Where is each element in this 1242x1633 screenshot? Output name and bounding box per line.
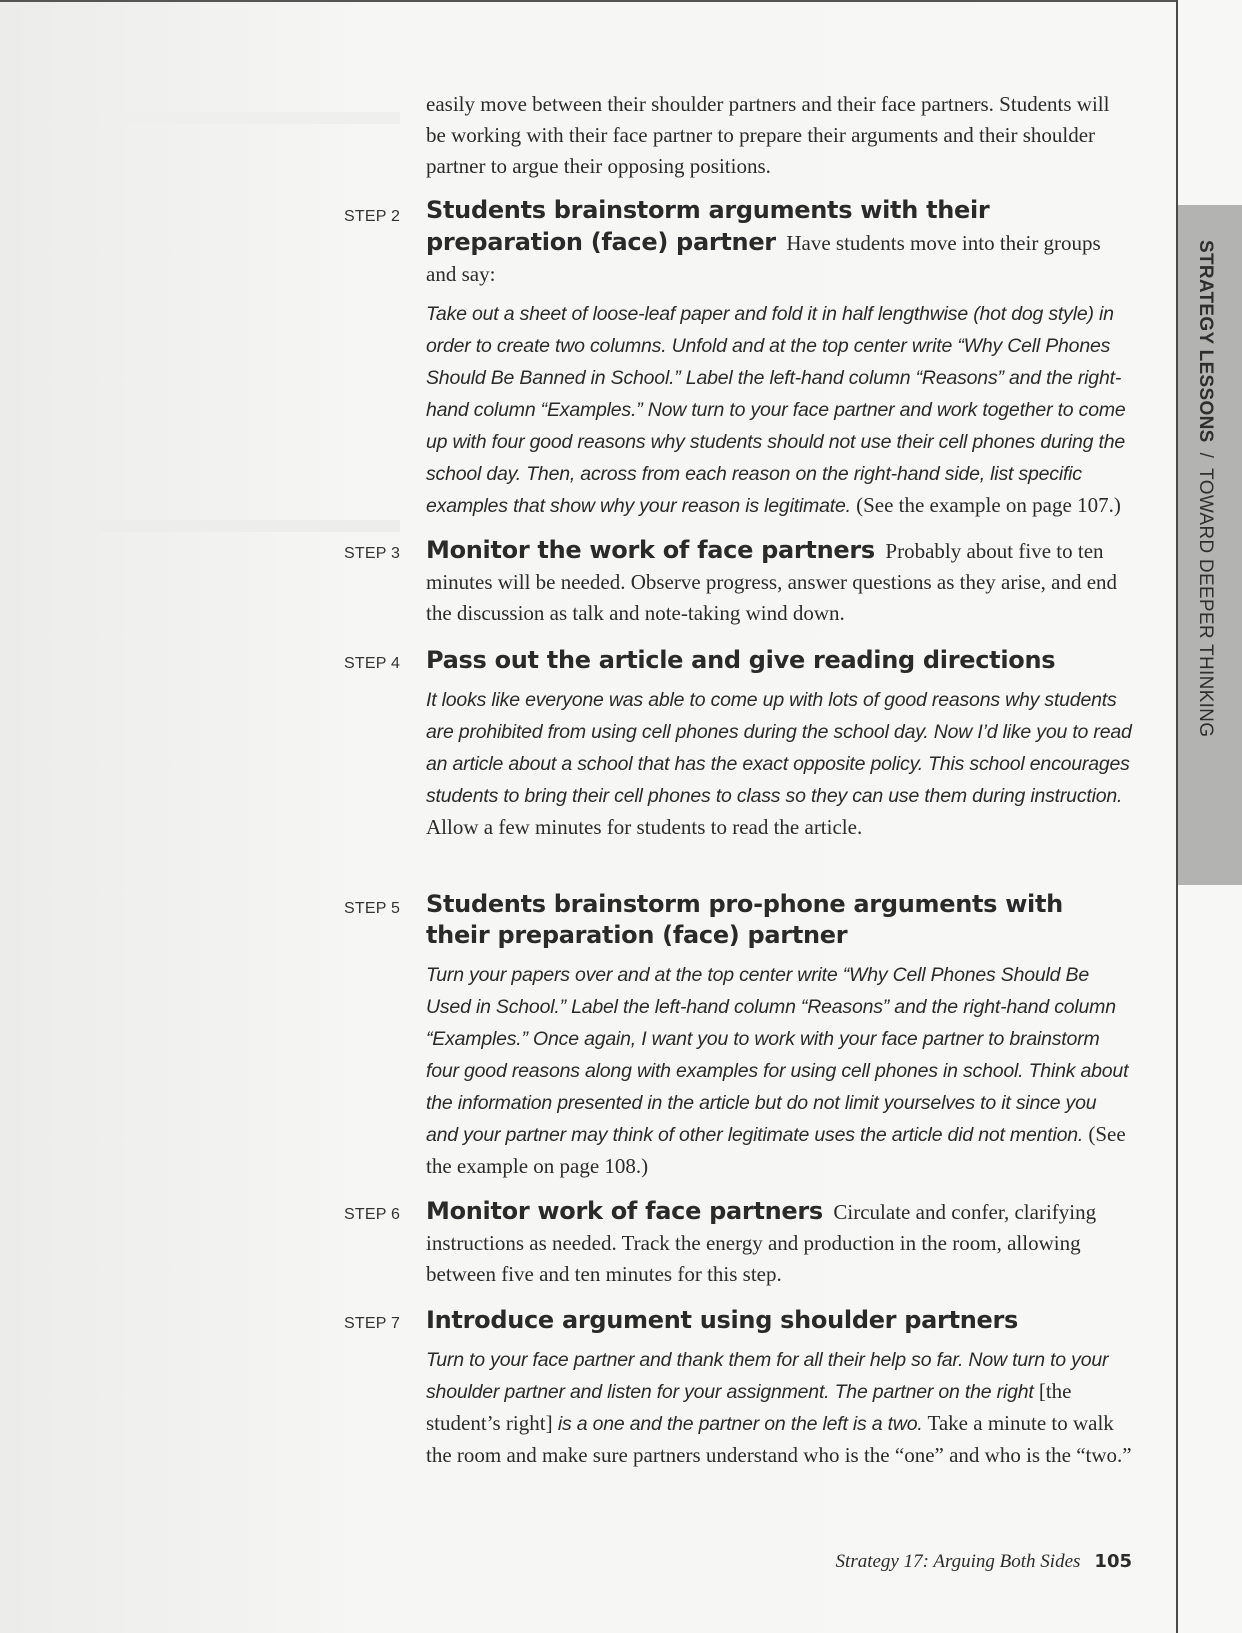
tab-section: STRATEGY LESSONS <box>1195 240 1216 443</box>
step-4 <box>426 645 1132 843</box>
step-label: STEP 3 <box>344 545 401 562</box>
step-inline-text: Circulate and confer, clarifying instructions as needed. Track the energy and production in the room, allowing between five and ten minutes for this step. <box>426 1200 1097 1286</box>
step-heading: Introduce argument using shoulder partners <box>426 1306 1019 1334</box>
step-7 <box>426 1305 1132 1471</box>
page-number: 105 <box>1094 1551 1132 1572</box>
tab-subsection: TOWARD DEEPER THINKING <box>1195 468 1216 738</box>
step-after-script: (See the example on page 107.) <box>856 493 1121 517</box>
step-after-script: Allow a few minutes for students to read the article. <box>426 815 863 839</box>
step-script-continued: is a one and the partner on the left is a two. <box>557 1413 923 1435</box>
step-script: Take out a sheet of loose-leaf paper and fold it in half lengthwise (hot dog style) in order to create two columns. Unfold and at the top center write “Why Cell Phones Should Be Banned in School.” Label the left-hand column “Reasons” and the right-hand column “Examples.” Now turn to your face partner and work together to come up with four good reasons why students should not use their cell phones during the school day. Then, across from each reason on the right-hand side, list specific examples that show why your reason is legitimate. <box>426 303 1126 517</box>
page-footer <box>700 1551 1132 1573</box>
step-after-script: (See the example on page 108.) <box>426 1122 1126 1178</box>
step-script-block <box>426 1344 1132 1471</box>
tab-separator: / <box>1195 452 1216 459</box>
step-after-script: Take a minute to walk the room and make sure partners understand who is the “one” and who is the “two.” <box>426 1411 1132 1467</box>
step-2 <box>426 195 1132 522</box>
show-through-shadow <box>100 112 400 124</box>
step-label: STEP 2 <box>344 208 401 225</box>
step-heading: Monitor work of face partners <box>426 1197 823 1225</box>
step-bracket-note: [the student’s right] <box>426 1379 1072 1435</box>
running-footer-title: Strategy 17: Arguing Both Sides <box>835 1551 1081 1572</box>
step-inline-text: Have students move into their groups and say: <box>426 231 1101 286</box>
step-heading: Students brainstorm pro-phone arguments with their preparation (face) partner <box>426 890 1063 949</box>
step-label: STEP 4 <box>344 655 401 672</box>
step-label: STEP 7 <box>344 1315 401 1332</box>
step-5 <box>426 889 1132 1182</box>
step-label: STEP 6 <box>344 1206 401 1223</box>
step-6 <box>426 1196 1132 1290</box>
intro-paragraph: easily move between their shoulder partners and their face partners. Students will be working with their face partner to prepare their arguments and their shoulder partner to argue their opposing positions. <box>426 92 1110 178</box>
step-heading: Pass out the article and give reading directions <box>426 646 1056 674</box>
step-script: Turn your papers over and at the top center write “Why Cell Phones Should Be Used in School.” Label the left-hand column “Reasons” and the right-hand column “Examples.” Once again, I want you to work with your face partner to brainstorm four good reasons along with examples for using cell phones in school. Think about the information presented in the article but do not limit yourselves to it since you and your partner may think of other legitimate uses the article did not mention. <box>426 964 1129 1146</box>
step-script-block <box>426 959 1132 1182</box>
step-heading: Students brainstorm arguments with their preparation (face) partner <box>426 196 990 256</box>
step-3 <box>426 535 1132 629</box>
show-through-shadow <box>100 520 400 532</box>
step-script: It looks like everyone was able to come up with lots of good reasons why students are prohibited from using cell phones during the school day. Now I’d like you to read an article about a school that has the exact opposite policy. This school encourages students to bring their cell phones to class so they can use them during instruction. <box>426 689 1132 807</box>
step-script-block <box>426 298 1132 522</box>
page-top-edge <box>0 0 1178 2</box>
step-inline-text: Probably about five to ten minutes will be needed. Observe progress, answer questions as they arise, and end the discussion as talk and note-taking wind down. <box>426 539 1118 625</box>
step-label: STEP 5 <box>344 900 401 917</box>
step-script-block <box>426 684 1132 843</box>
step-heading: Monitor the work of face partners <box>426 536 875 564</box>
section-tab-label <box>1194 240 1216 737</box>
step-script: Turn to your face partner and thank them for all their help so far. Now turn to your shoulder partner and listen for your assignment. The partner on the right <box>426 1349 1109 1403</box>
